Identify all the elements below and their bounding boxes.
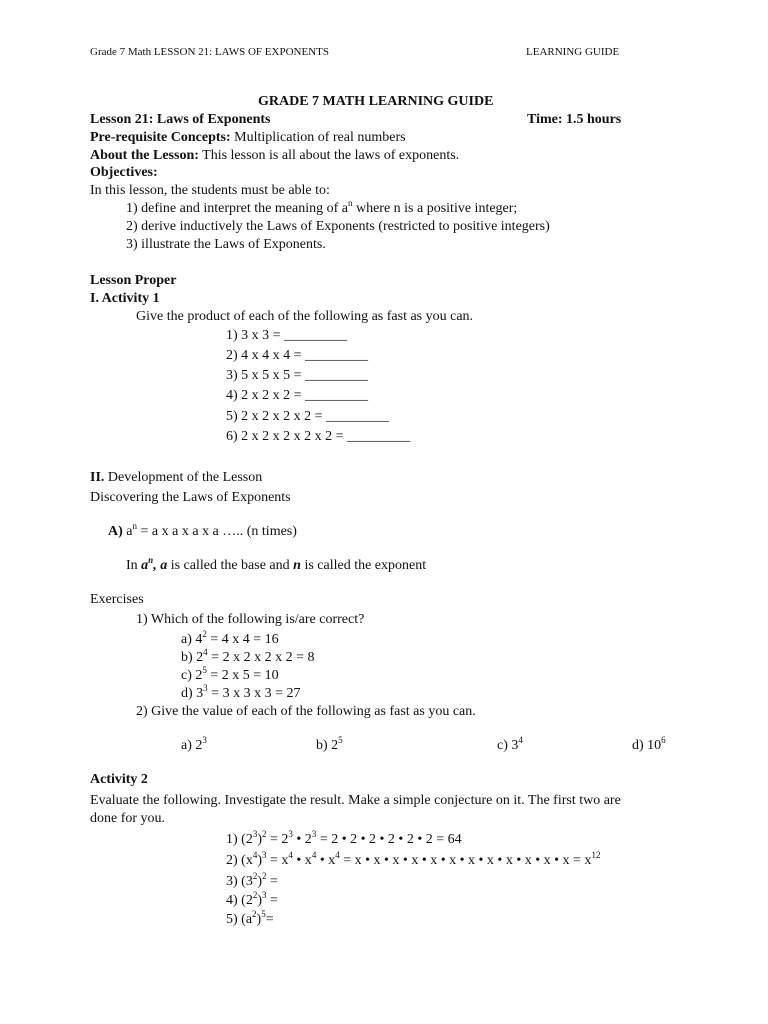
objectives-intro: In this lesson, the students must be able to: bbox=[90, 183, 330, 198]
a2-sup: 4 bbox=[335, 850, 340, 860]
development-label: Development of the Lesson bbox=[104, 470, 263, 485]
item-sup: 4 bbox=[518, 735, 523, 745]
a2-sup: 3 bbox=[262, 850, 267, 860]
running-header-left: Grade 7 Math LESSON 21: LAWS OF EXPONENTS bbox=[90, 46, 329, 58]
activity2-item bbox=[226, 831, 462, 849]
lesson-proper-heading: Lesson Proper bbox=[90, 273, 177, 288]
a2-rest: = bbox=[265, 912, 274, 927]
activity1-item: 4) 2 x 2 x 2 = _________ bbox=[226, 388, 369, 403]
a2-sup: 2 bbox=[262, 871, 267, 881]
exercise-q2-item bbox=[316, 737, 343, 755]
a2-sup: 4 bbox=[252, 850, 258, 860]
a2-paren: ) bbox=[257, 853, 262, 868]
activity1-item: 3) 5 x 5 x 5 = _________ bbox=[226, 368, 369, 383]
item-post: = 3 x 3 x 3 = 27 bbox=[207, 686, 301, 701]
lesson-time: Time: 1.5 hours bbox=[527, 112, 622, 127]
a2-rest: = x bbox=[266, 853, 289, 868]
exercise-q1: 1) Which of the following is/are correct? bbox=[136, 612, 365, 627]
item-pre: c) 2 bbox=[181, 668, 203, 683]
a2-paren: ) bbox=[257, 893, 262, 908]
objective-2: 2) derive inductively the Laws of Exponents (restricted to positive integers) bbox=[126, 219, 550, 234]
a2-num: 5) (a bbox=[226, 912, 253, 927]
prereq-label: Pre-requisite Concepts: bbox=[90, 130, 231, 145]
def-comma-a: , a bbox=[153, 558, 168, 573]
a2-num: 4) (2 bbox=[226, 893, 253, 908]
a2-rest: • x bbox=[292, 853, 312, 868]
a2-sup: 4 bbox=[288, 850, 293, 860]
activity2-item bbox=[226, 892, 278, 910]
objective-1-sup: n bbox=[347, 198, 353, 208]
item-pre: a) 2 bbox=[181, 738, 203, 753]
about-label: About the Lesson: bbox=[90, 148, 199, 163]
item-sup: 5 bbox=[202, 665, 207, 675]
development-heading bbox=[90, 469, 262, 487]
item-sup: 4 bbox=[203, 647, 208, 657]
def-sup: n bbox=[148, 555, 154, 565]
exercise-q1-item bbox=[181, 667, 279, 685]
item-sup: 3 bbox=[203, 683, 208, 693]
a2-paren: ) bbox=[256, 912, 262, 927]
a2-num: 3) (3 bbox=[226, 874, 253, 889]
item-pre: c) 3 bbox=[497, 738, 519, 753]
activity2-item bbox=[226, 911, 274, 929]
a2-num: 1) (2 bbox=[226, 832, 253, 847]
activity1-item: 2) 4 x 4 x 4 = _________ bbox=[226, 348, 369, 363]
exercise-q2-item bbox=[181, 737, 207, 755]
a2-rest: = 2 bbox=[266, 832, 289, 847]
running-header-right: LEARNING GUIDE bbox=[526, 46, 620, 58]
activity2-item bbox=[226, 852, 600, 870]
a2-sup: 2 bbox=[252, 871, 258, 881]
development-subtitle: Discovering the Laws of Exponents bbox=[90, 490, 291, 505]
activity1-item: 6) 2 x 2 x 2 x 2 x 2 = _________ bbox=[226, 429, 411, 444]
item-post: = 2 x 5 = 10 bbox=[206, 668, 279, 683]
a2-sup: 4 bbox=[311, 850, 317, 860]
a2-rest: = bbox=[266, 893, 278, 908]
def-a: a bbox=[141, 558, 149, 573]
a2-paren: ) bbox=[257, 832, 262, 847]
activity2-instruction-1: Evaluate the following. Investigate the result. Make a simple conjecture on it. The first two are bbox=[90, 793, 621, 808]
activity2-heading: Activity 2 bbox=[90, 772, 148, 787]
item-sup: 2 bbox=[202, 629, 207, 639]
a2-sup: 3 bbox=[311, 829, 317, 839]
a2-rest: = bbox=[266, 874, 278, 889]
activity2-instruction-2: done for you. bbox=[90, 811, 166, 826]
exercise-q1-item bbox=[181, 631, 279, 649]
a2-sup: 2 bbox=[262, 829, 267, 839]
objectives-label: Objectives: bbox=[90, 165, 158, 180]
exponent-rule bbox=[108, 523, 297, 541]
activity1-heading: I. Activity 1 bbox=[90, 291, 160, 306]
page-title: GRADE 7 MATH LEARNING GUIDE bbox=[258, 94, 494, 109]
exercise-q2: 2) Give the value of each of the following as fast as you can. bbox=[136, 704, 476, 719]
item-sup: 6 bbox=[661, 735, 666, 745]
about-value: This lesson is all about the laws of exponents. bbox=[198, 148, 460, 163]
a2-sup: 3 bbox=[262, 890, 267, 900]
item-pre: a) 4 bbox=[181, 632, 203, 647]
def-in: In bbox=[126, 558, 142, 573]
a2-paren: ) bbox=[257, 874, 262, 889]
development-roman: II. bbox=[90, 470, 105, 485]
item-sup: 3 bbox=[202, 735, 207, 745]
objective-1-text-b: where n is a positive integer; bbox=[352, 201, 518, 216]
about-line bbox=[90, 147, 459, 165]
item-pre: d) 3 bbox=[181, 686, 204, 701]
exercise-q1-item bbox=[181, 685, 300, 703]
objective-1 bbox=[126, 200, 517, 218]
base-exponent-definition bbox=[126, 557, 426, 575]
a2-sup: 12 bbox=[591, 850, 601, 860]
exercise-q2-item bbox=[632, 737, 666, 755]
prereq-value: Multiplication of real numbers bbox=[230, 130, 406, 145]
item-pre: d) 10 bbox=[632, 738, 662, 753]
item-pre: b) 2 bbox=[181, 650, 204, 665]
a2-sup: 2 bbox=[252, 890, 258, 900]
def-n: n bbox=[293, 558, 301, 573]
item-post: = 2 x 2 x 2 x 2 = 8 bbox=[207, 650, 315, 665]
lesson-label: Lesson 21: Laws of Exponents bbox=[90, 112, 271, 127]
a2-num: 2) (x bbox=[226, 853, 253, 868]
def-mid: is called the base and bbox=[167, 558, 294, 573]
a2-rest: • x bbox=[316, 853, 336, 868]
item-pre: b) 2 bbox=[316, 738, 339, 753]
activity1-instruction: Give the product of each of the following as fast as you can. bbox=[136, 309, 474, 324]
rule-label: A) bbox=[108, 524, 123, 539]
a2-rest: • 2 bbox=[292, 832, 312, 847]
objective-1-text-a: 1) define and interpret the meaning of a bbox=[126, 201, 348, 216]
a2-sup: 2 bbox=[252, 909, 257, 919]
item-sup: 5 bbox=[338, 735, 343, 745]
a2-rest: = 2 • 2 • 2 • 2 • 2 • 2 = 64 bbox=[316, 832, 462, 847]
rule-sup: n bbox=[132, 521, 137, 531]
a2-sup: 3 bbox=[252, 829, 258, 839]
activity2-item bbox=[226, 873, 278, 891]
a2-sup: 5 bbox=[261, 909, 266, 919]
def-end: is called the exponent bbox=[300, 558, 427, 573]
activity1-item: 1) 3 x 3 = _________ bbox=[226, 328, 348, 343]
rule-rest: = a x a x a x a ….. (n times) bbox=[137, 524, 297, 539]
exercise-q2-item bbox=[497, 737, 523, 755]
a2-rest: = x • x • x • x • x • x • x • x • x • x • x • x = x bbox=[339, 853, 592, 868]
activity1-item: 5) 2 x 2 x 2 x 2 = _________ bbox=[226, 409, 390, 424]
rule-base: a bbox=[122, 524, 133, 539]
prereq-line bbox=[90, 129, 406, 147]
item-post: = 4 x 4 = 16 bbox=[206, 632, 279, 647]
exercises-heading: Exercises bbox=[90, 592, 144, 607]
a2-sup: 3 bbox=[288, 829, 293, 839]
objective-3: 3) illustrate the Laws of Exponents. bbox=[126, 237, 326, 252]
